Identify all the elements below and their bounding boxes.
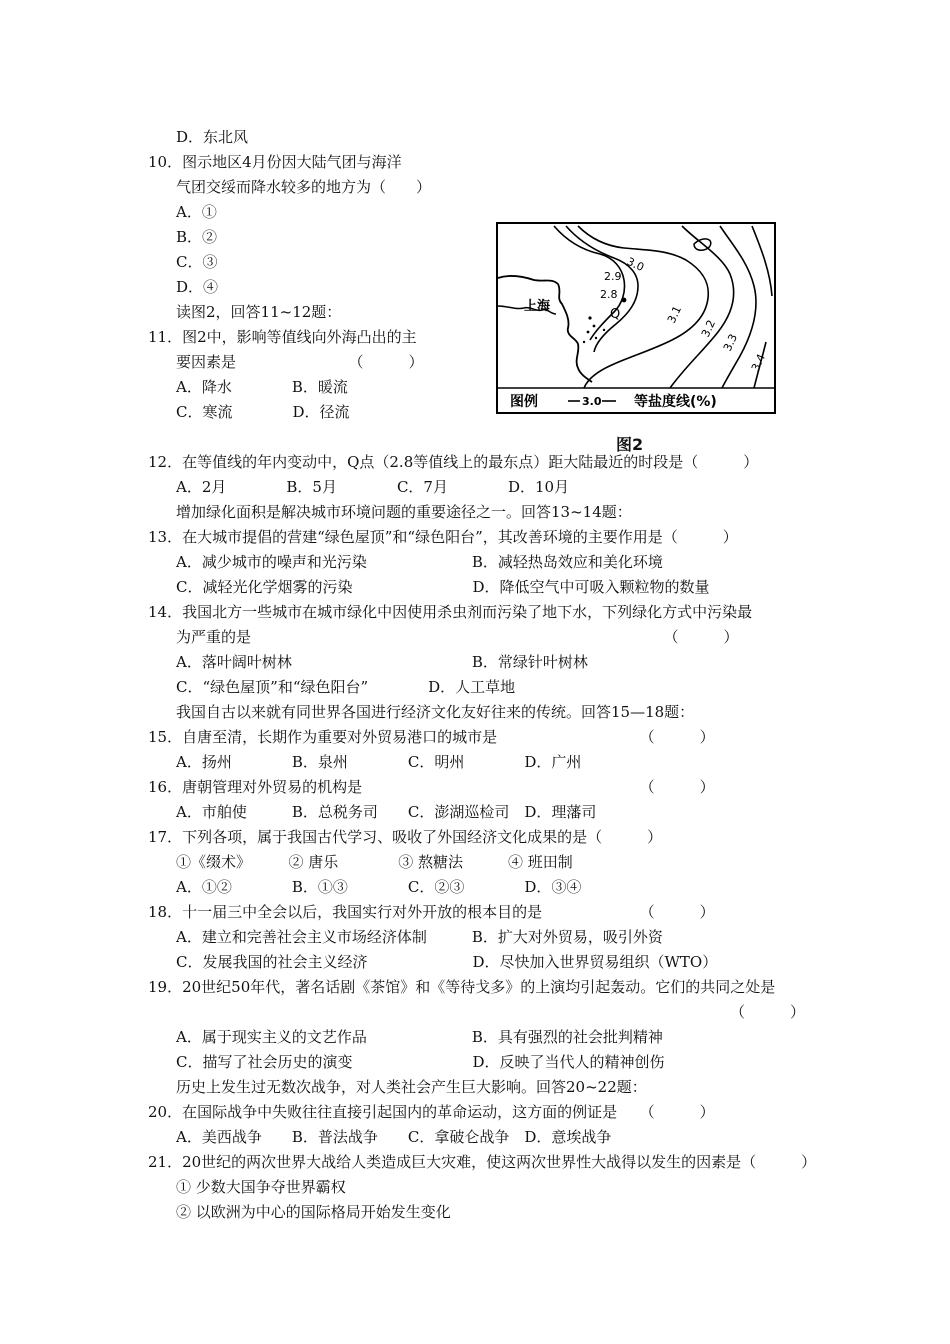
contour-label: 3.0 <box>624 254 647 275</box>
option-line: A．① <box>176 203 217 221</box>
instruction-line: 读图2，回答11~12题： <box>176 303 342 321</box>
option-line: ② 以欧洲为中心的国际格局开始发生变化 <box>176 1203 451 1221</box>
option-line: C．“绿色屋顶”和“绿色阳台” D．人工草地 <box>176 678 516 696</box>
contour-label: 2.8 <box>600 288 618 301</box>
legend-text: 等盐度线(%) <box>634 394 717 410</box>
question-line: 要因素是 （ ） <box>176 353 424 371</box>
option-line: A．市舶使 B．总税务司 C．澎湖巡检司 D．理藩司 <box>176 803 597 821</box>
option-line: A．属于现实主义的文艺作品 B．具有强烈的社会批判精神 <box>176 1028 663 1046</box>
option-line: A．落叶阔叶树林 B．常绿针叶树林 <box>176 653 588 671</box>
point-q-label: Q <box>610 307 621 322</box>
option-line: A．①② B．①③ C．②③ D．③④ <box>176 878 582 896</box>
answer-bracket: （ ） <box>730 1003 806 1021</box>
instruction-line: 增加绿化面积是解决城市环境问题的重要途径之一。回答13~14题： <box>176 503 632 521</box>
legend-sample: 3.0 <box>582 395 602 408</box>
question-line: 18．十一届三中全会以后，我国实行对外开放的根本目的是 （ ） <box>148 903 715 921</box>
question-line: 气团交绥而降水较多的地方为（ ） <box>176 178 432 196</box>
option-line: C．寒流 D．径流 <box>176 403 350 421</box>
option-line: A．扬州 B．泉州 C．明州 D．广州 <box>176 753 582 771</box>
legend-title: 图例 <box>510 394 538 410</box>
question-line: 12．在等值线的年内变动中，Q点（2.8等值线上的最东点）距大陆最近的时段是（ ） <box>148 453 759 471</box>
question-line: 14．我国北方一些城市在城市绿化中因使用杀虫剂而污染了地下水，下列绿化方式中污染最 <box>148 603 753 621</box>
contour-label: 3.4 <box>748 351 769 374</box>
option-line: A．降水 B．暖流 <box>176 378 348 396</box>
option-line: ①《缀术》 ② 唐乐 ③ 熬糖法 ④ 班田制 <box>176 853 573 871</box>
option-line: C．减轻光化学烟雾的污染 D．降低空气中可吸入颗粒物的数量 <box>176 578 710 596</box>
figure-caption: 图2 <box>616 435 644 454</box>
option-line: A．建立和完善社会主义市场经济体制 B．扩大对外贸易，吸引外资 <box>176 928 663 946</box>
option-line: D．④ <box>176 278 219 296</box>
salinity-contour-map <box>496 222 776 414</box>
option-line: C．描写了社会历史的演变 D．反映了当代人的精神创伤 <box>176 1053 665 1071</box>
option-line: ① 少数大国争夺世界霸权 <box>176 1178 346 1196</box>
option-line: C．发展我国的社会主义经济 D．尽快加入世界贸易组织（WTO） <box>176 953 718 971</box>
contour-label: 3.3 <box>720 331 741 354</box>
question-line: 10．图示地区4月份因大陆气团与海洋 <box>148 153 402 171</box>
contour-label: 2.9 <box>604 270 622 283</box>
instruction-line: 历史上发生过无数次战争，对人类社会产生巨大影响。回答20~22题： <box>176 1078 647 1096</box>
option-line: A．减少城市的噪声和光污染 B．减轻热岛效应和美化环境 <box>176 553 663 571</box>
question-line: 13．在大城市提倡的营建“绿色屋顶”和“绿色阳台”，其改善环境的主要作用是（ ） <box>148 528 738 546</box>
option-line: A．美西战争 B．普法战争 C．拿破仑战争 D．意埃战争 <box>176 1128 612 1146</box>
question-line: 21．20世纪的两次世界大战给人类造成巨大灾难，使这两次世界性大战得以发生的因素是（ ） <box>148 1153 817 1171</box>
question-line: 11．图2中，影响等值线向外海凸出的主 <box>148 328 417 346</box>
option-line: C．③ <box>176 253 218 271</box>
contour-label: 3.1 <box>664 303 685 326</box>
option-line: A．2月 B．5月 C．7月 D．10月 <box>176 478 570 496</box>
question-line: 15．自唐至清，长期作为重要对外贸易港口的城市是 （ ） <box>148 728 715 746</box>
city-label: 上海 <box>524 299 551 314</box>
question-line: 17．下列各项，属于我国古代学习、吸收了外国经济文化成果的是（ ） <box>148 828 663 846</box>
option-line: D．东北风 <box>176 128 249 146</box>
question-line: 为严重的是 （ ） <box>176 628 739 646</box>
question-line: 16．唐朝管理对外贸易的机构是 （ ） <box>148 778 715 796</box>
instruction-line: 我国自古以来就有同世界各国进行经济文化友好往来的传统。回答15—18题： <box>176 703 695 721</box>
option-line: B．② <box>176 228 218 246</box>
question-line: 20．在国际战争中失败往往直接引起国内的革命运动，这方面的例证是 （ ） <box>148 1103 715 1121</box>
question-line: 19．20世纪50年代，著名话剧《茶馆》和《等待戈多》的上演均引起轰动。它们的共同之处是 <box>148 978 776 996</box>
contour-label: 3.2 <box>698 317 719 340</box>
